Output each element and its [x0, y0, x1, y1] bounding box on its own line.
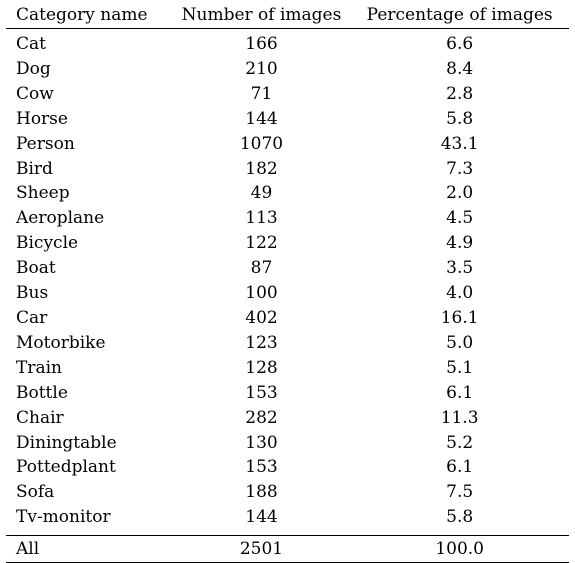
- table-row: [6, 231, 569, 256]
- header-number-of-images: Number of images: [173, 2, 351, 29]
- total-percentage-of-images: 100.0: [350, 536, 569, 563]
- percentage-of-images-cell: 11.3: [440, 407, 479, 428]
- category-name-cell: Cow: [16, 83, 54, 104]
- category-name-cell: Boat: [16, 258, 56, 279]
- table-footer: [6, 536, 569, 563]
- table-row: [6, 256, 569, 281]
- category-name-cell: Bicycle: [16, 233, 79, 254]
- table-row: [6, 455, 569, 480]
- percentage-of-images-cell: 6.6: [446, 34, 474, 54]
- category-name-cell: Train: [16, 357, 62, 378]
- number-of-images-cell: 128: [245, 357, 278, 378]
- category-name-cell: Bus: [16, 283, 49, 304]
- table-row: [6, 181, 569, 206]
- percentage-of-images-cell: 2.8: [446, 83, 474, 104]
- table-header: [6, 2, 569, 29]
- number-of-images-cell: 87: [250, 258, 273, 279]
- header-category-name: Category name: [6, 2, 173, 29]
- percentage-of-images-cell: 4.0: [446, 283, 474, 304]
- number-of-images-cell: 282: [245, 407, 278, 428]
- total-label: All: [6, 536, 173, 563]
- category-name-cell: Person: [16, 133, 75, 154]
- number-of-images-cell: 1070: [239, 133, 284, 154]
- number-of-images-cell: 182: [245, 158, 278, 179]
- category-name-cell: Bird: [16, 158, 53, 179]
- percentage-of-images-cell: 4.5: [446, 208, 474, 229]
- number-of-images-cell: 402: [245, 307, 278, 328]
- percentage-of-images-cell: 5.8: [446, 507, 474, 528]
- percentage-of-images-cell: 2.0: [446, 183, 474, 204]
- header-row: [6, 2, 569, 29]
- number-of-images-cell: 144: [245, 507, 278, 528]
- category-name-cell: Tv-monitor: [16, 507, 111, 528]
- number-of-images-cell: 100: [245, 283, 278, 304]
- category-name-cell: Aeroplane: [16, 208, 105, 229]
- number-of-images-cell: 153: [245, 457, 278, 478]
- percentage-of-images-cell: 3.5: [446, 258, 474, 279]
- percentage-of-images-cell: 6.1: [446, 382, 474, 403]
- header-percentage-of-images: Percentage of images: [350, 2, 569, 29]
- number-of-images-cell: 71: [250, 83, 273, 104]
- category-name-cell: Bottle: [16, 382, 68, 403]
- table-row: [6, 381, 569, 406]
- percentage-of-images-cell: 7.3: [446, 158, 474, 179]
- table-row: [6, 356, 569, 381]
- table-row: [6, 157, 569, 182]
- number-of-images-cell: 153: [245, 382, 278, 403]
- category-name-cell: Car: [16, 307, 48, 328]
- percentage-of-images-cell: 8.4: [446, 58, 474, 79]
- percentage-of-images-cell: 43.1: [440, 133, 479, 154]
- percentage-of-images-cell: 16.1: [440, 307, 479, 328]
- table-row: [6, 406, 569, 431]
- table-row: [6, 132, 569, 157]
- table-row: [6, 480, 569, 505]
- category-name-cell: Horse: [16, 108, 68, 129]
- total-number-of-images: 2501: [173, 536, 351, 563]
- number-of-images-cell: 210: [245, 58, 278, 79]
- percentage-of-images-cell: 7.5: [446, 482, 474, 503]
- table-row: [6, 431, 569, 456]
- category-name-cell: Chair: [16, 407, 64, 428]
- table-row: [6, 107, 569, 132]
- percentage-of-images-cell: 5.2: [446, 432, 474, 453]
- percentage-of-images-cell: 5.0: [446, 332, 474, 353]
- category-name-cell: Diningtable: [16, 432, 117, 453]
- table-row: [6, 281, 569, 306]
- table-row: [6, 57, 569, 82]
- percentage-of-images-cell: 5.1: [446, 357, 474, 378]
- total-row: [6, 536, 569, 563]
- category-name-cell: Pottedplant: [16, 457, 116, 478]
- number-of-images-cell: 144: [245, 108, 278, 129]
- percentage-of-images-cell: 4.9: [446, 233, 474, 254]
- percentage-of-images-cell: 6.1: [446, 457, 474, 478]
- number-of-images-cell: 188: [245, 482, 278, 503]
- number-of-images-cell: 130: [245, 432, 278, 453]
- table-body: [6, 29, 569, 536]
- table-row: [6, 306, 569, 331]
- number-of-images-cell: 122: [245, 233, 278, 254]
- category-name-cell: Motorbike: [16, 332, 106, 353]
- number-of-images-cell: 123: [245, 332, 278, 353]
- table-row: [6, 82, 569, 107]
- percentage-of-images-cell: 5.8: [446, 108, 474, 129]
- number-of-images-cell: 49: [250, 183, 273, 204]
- category-statistics-table-container: [6, 2, 569, 563]
- table-row: [6, 331, 569, 356]
- number-of-images-cell: 113: [245, 208, 278, 229]
- table-row: [6, 505, 569, 535]
- category-statistics-table: [6, 2, 569, 563]
- table-row: [6, 29, 569, 57]
- number-of-images-cell: 166: [245, 34, 278, 54]
- table-row: [6, 206, 569, 231]
- category-name-cell: Sofa: [16, 482, 55, 503]
- category-name-cell: Cat: [16, 34, 46, 54]
- category-name-cell: Dog: [16, 58, 51, 79]
- category-name-cell: Sheep: [16, 183, 70, 204]
